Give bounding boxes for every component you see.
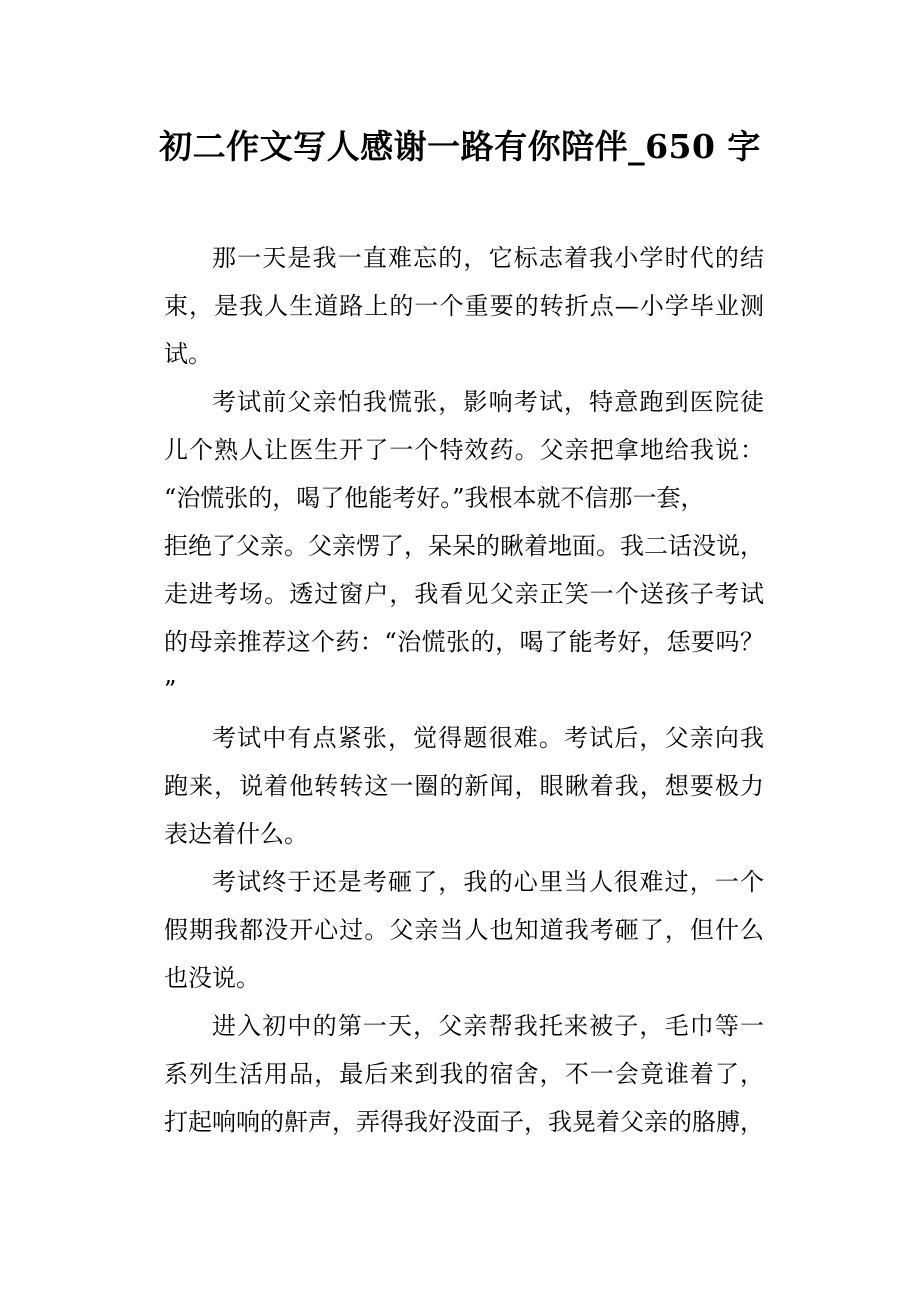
text-line: 拒绝了父亲。父亲愣了，呆呆的瞅着地面。我二话没说， — [164, 532, 764, 560]
document-body — [164, 234, 764, 1146]
text-line: 考试中有点紧张，觉得题很难。考试后，父亲向我 — [212, 724, 764, 752]
text-line: 假期我都没开心过。父亲当人也知道我考砸了，但什么 — [164, 916, 764, 944]
text-line: 考试终于还是考砸了，我的心里当人很难过，一个 — [212, 868, 764, 896]
paragraph — [164, 1002, 764, 1146]
text-line: 跑来，说着他转转这一圈的新闻，眼瞅着我，想要极力 — [164, 772, 764, 800]
text-line: ” — [164, 676, 177, 704]
text-line: 那一天是我一直难忘的，它标志着我小学时代的结 — [212, 244, 764, 272]
text-line: 试。 — [164, 340, 212, 368]
text-line: 考试前父亲怕我慌张，影响考试，特意跑到医院徒 — [212, 388, 764, 416]
text-line: 进入初中的第一天，父亲帮我托来被子，毛巾等一 — [212, 1012, 764, 1040]
text-line: 也没说。 — [164, 964, 260, 992]
text-line: 走进考场。透过窗户，我看见父亲正笑一个送孩子考试 — [164, 580, 764, 608]
text-line: 儿个熟人让医生开了一个特效药。父亲把拿地给我说： — [164, 436, 764, 464]
paragraph — [164, 234, 764, 378]
paragraph — [164, 378, 764, 714]
text-line: “治慌张的，喝了他能考好。”我根本就不信那一套， — [164, 484, 705, 512]
text-line: 系列生活用品，最后来到我的宿舍，不一会竟谁着了， — [164, 1060, 764, 1088]
text-line: 束，是我人生道路上的一个重要的转折点—小学毕业测 — [164, 292, 764, 320]
document-title: 初二作文写人感谢一路有你陪伴_650 字 — [159, 127, 761, 166]
text-line: 打起响响的鼾声，弄得我好没面子，我晃着父亲的胳膊， — [164, 1108, 764, 1136]
paragraph — [164, 714, 764, 858]
text-line: 表达着什么。 — [164, 820, 308, 848]
text-line: 的母亲推荐这个药：“治慌张的，喝了能考好，恁要吗？ — [164, 628, 764, 656]
paragraph — [164, 858, 764, 1002]
